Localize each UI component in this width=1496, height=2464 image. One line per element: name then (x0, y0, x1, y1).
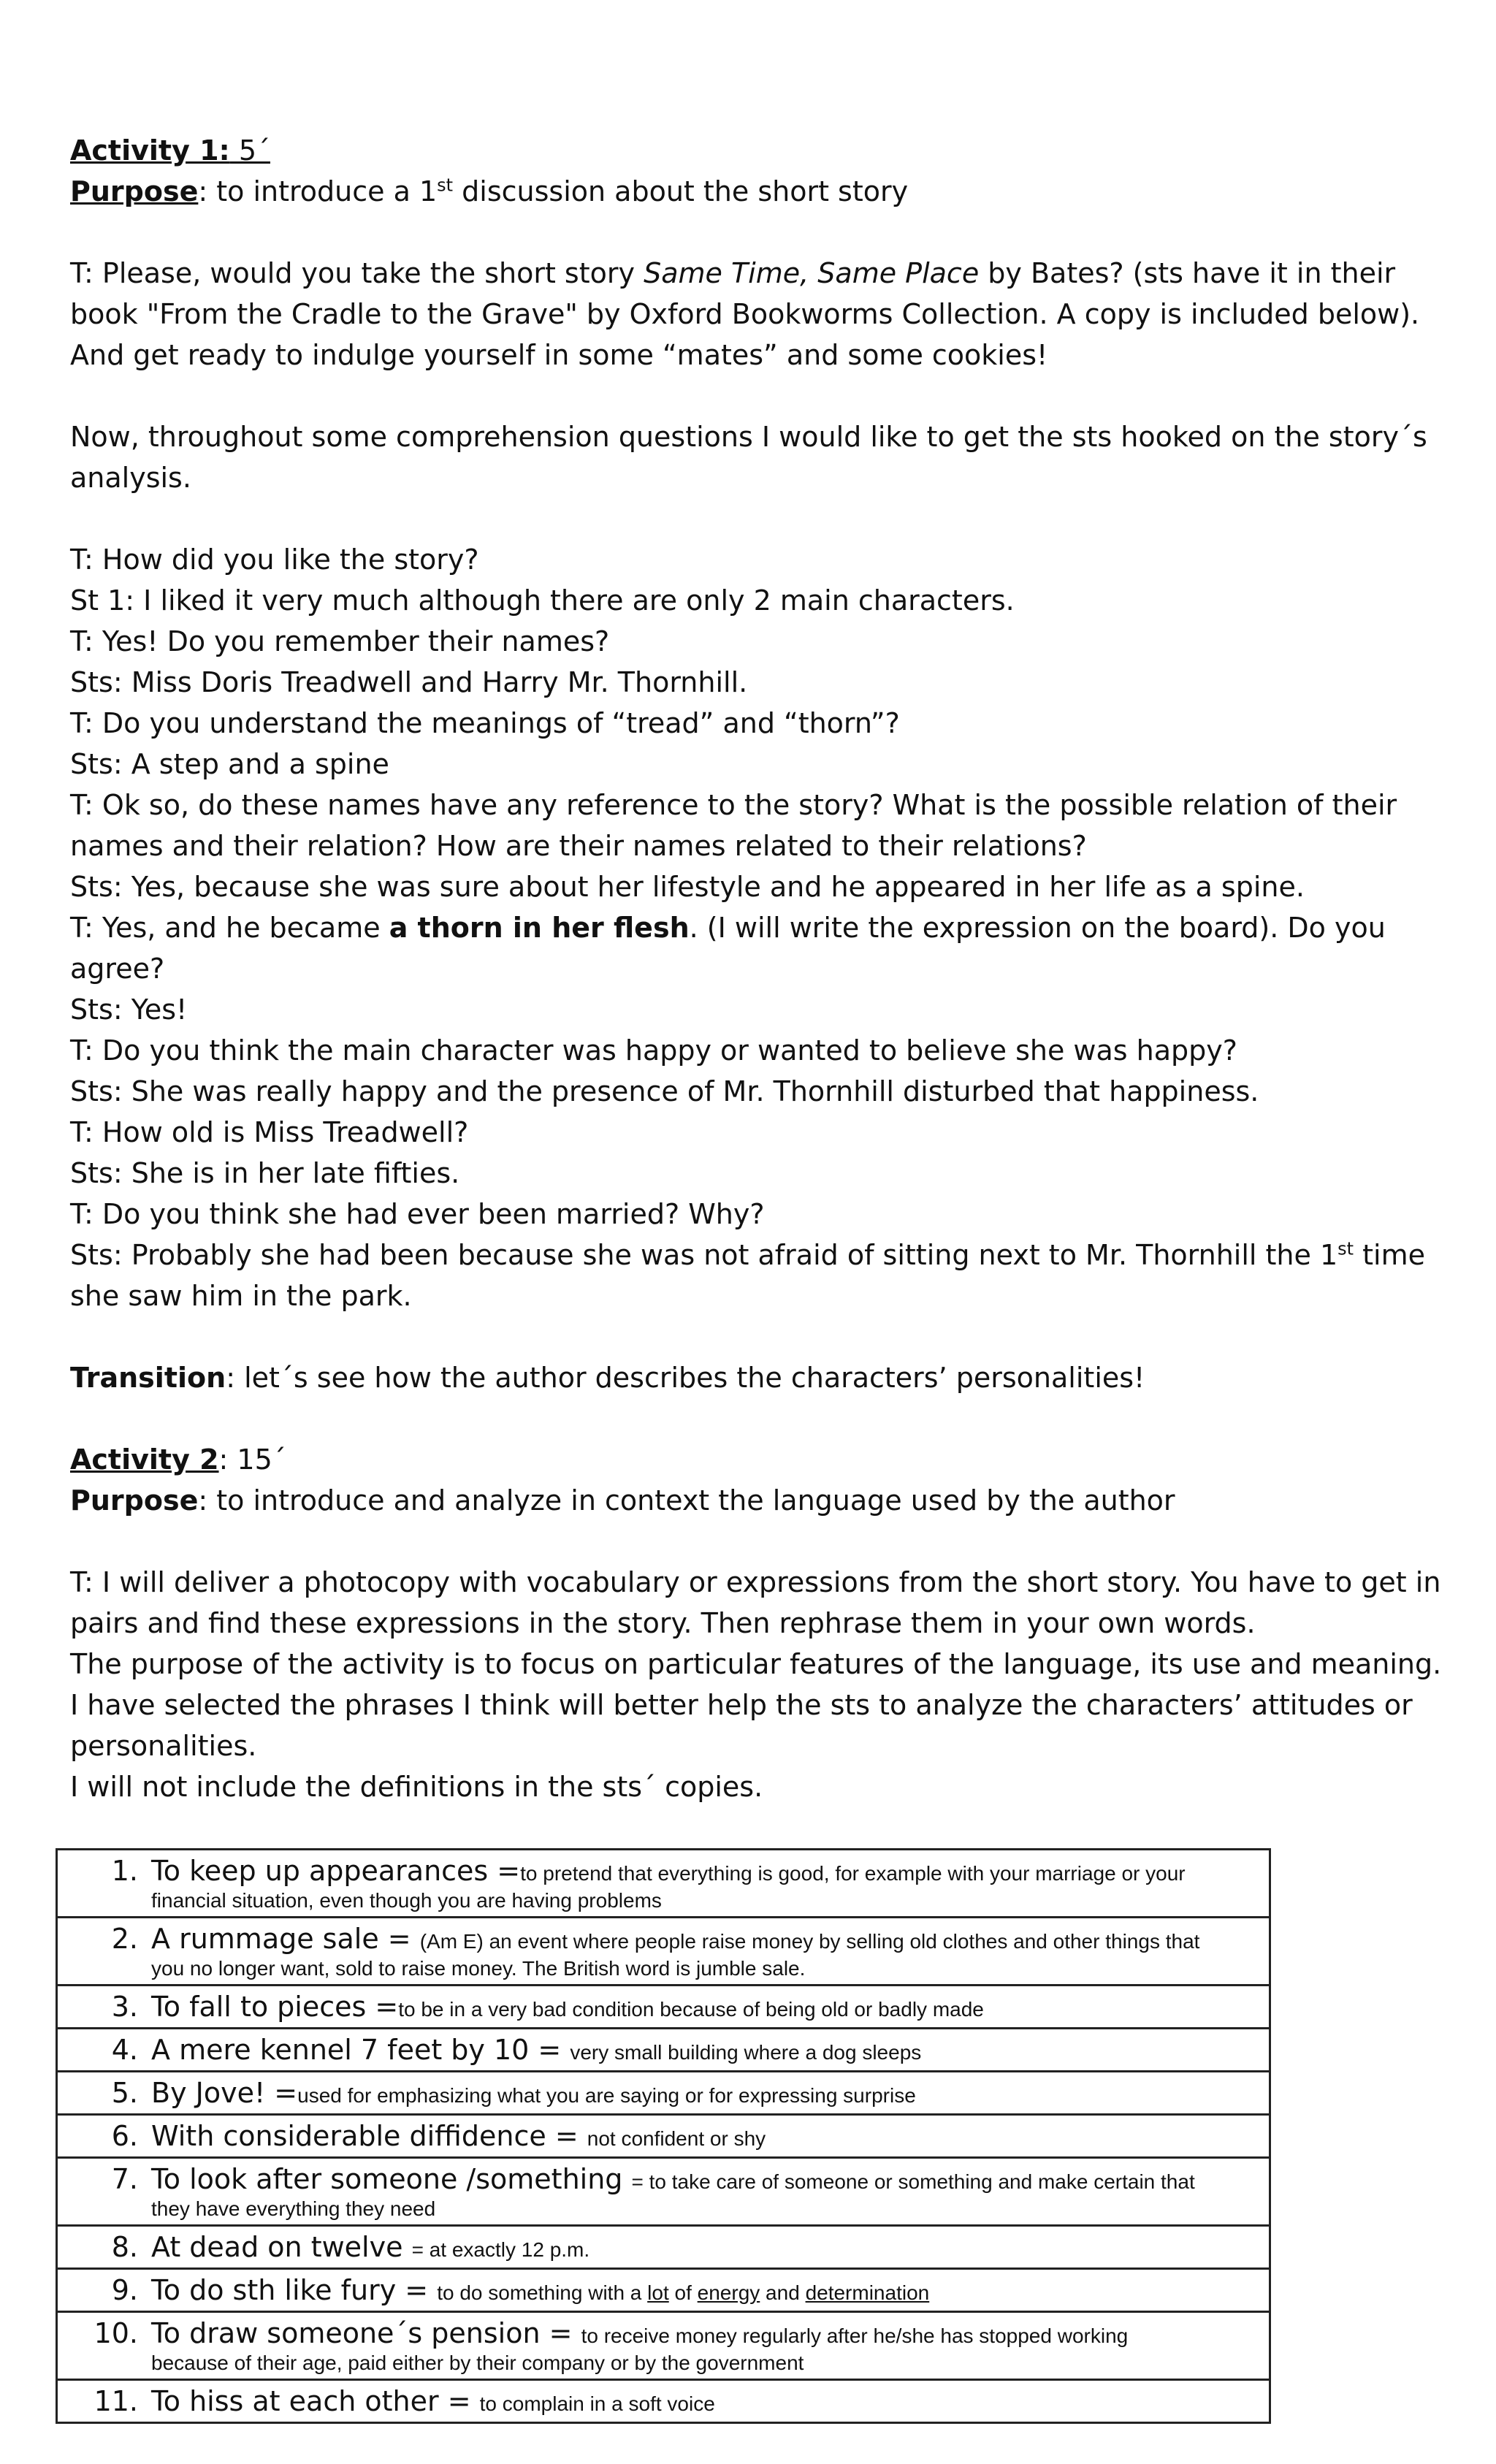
vocab-definition: to be in a very bad condition because of being old or badly made (398, 1998, 984, 2021)
activity2-heading-line: Activity 2: 15´ (70, 1443, 286, 1476)
table-row: 8. At dead on twelve = at exactly 12 p.m. (57, 2226, 1270, 2269)
vocab-term: By Jove! = (151, 2077, 298, 2109)
table-row: 11. To hiss at each other = to complain in a soft voice (57, 2380, 1270, 2423)
vocabulary-table (56, 1848, 1271, 2424)
vocab-definition: (Am E) an event where people raise money by selling old clothes and other things that (419, 1930, 1200, 1953)
dialogue-line: Sts: Miss Doris Treadwell and Harry Mr. Thornhill. (70, 666, 748, 698)
vocab-term: To hiss at each other = (151, 2385, 480, 2417)
intro-paragraph: T: Please, would you take the short story Same Time, Same Place by Bates? (sts have it in their book "From the Cradle to the Grave" by Oxford Bookworms Collection. A copy is included below). And get ready to indulge yourself in some “mates” and some cookies! (70, 257, 1420, 371)
activity2-purpose: Purpose: to introduce and analyze in context the language used by the author (70, 1484, 1175, 1517)
dialogue-line: T: Do you understand the meanings of “tread” and “thorn”? (70, 707, 900, 739)
vocab-term: With considerable diffidence = (151, 2120, 587, 2152)
vocab-definition: used for emphasizing what you are saying or for expressing surprise (297, 2084, 916, 2107)
document-body (70, 130, 1443, 1807)
activity1-heading-line (70, 130, 1443, 171)
dialogue-line: Sts: She is in her late fifties. (70, 1157, 460, 1189)
dialogue-line: Sts: Yes! (70, 993, 188, 1026)
activity1-heading: Activity 1: (70, 134, 230, 167)
vocab-term: At dead on twelve (151, 2231, 412, 2263)
dialogue-line: T: How old is Miss Treadwell? (70, 1116, 469, 1148)
vocab-term: To fall to pieces = (151, 1991, 399, 2023)
vocab-definition: not confident or shy (587, 2127, 766, 2150)
table-row: 9. To do sth like fury = to do something with a lot of energy and determination (57, 2269, 1270, 2312)
dialogue-line: T: Ok so, do these names have any reference to the story? What is the possible relation of their names and their relation? How are their names related to their relations? (70, 789, 1397, 862)
activity1-purpose: Purpose: to introduce a 1st discussion about the short story (70, 175, 909, 207)
vocab-term: A rummage sale = (151, 1923, 420, 1955)
dialogue-line: T: How did you like the story? (70, 543, 479, 576)
table-row: 1. To keep up appearances =to pretend that everything is good, for example with your marriage or your financial situation, even though you are having problems (57, 1850, 1270, 1918)
vocab-definition: = to take care of someone or something and make certain that (631, 2170, 1195, 2193)
vocab-definition: to do something with a lot of energy and determination (437, 2281, 930, 2304)
comprehension-paragraph: Now, throughout some comprehension questions I would like to get the sts hooked on the story´s analysis. (70, 421, 1427, 494)
dialogue-line: St 1: I liked it very much although there are only 2 main characters. (70, 584, 1015, 617)
thorn-expression: a thorn in her flesh (389, 912, 690, 944)
vocab-term: To keep up appearances = (151, 1855, 521, 1887)
table-row: 5. By Jove! =used for emphasizing what you are saying or for expressing surprise (57, 2072, 1270, 2115)
dialogue-line: T: Do you think she had ever been married? Why? (70, 1198, 765, 1230)
vocab-term: To look after someone /something (151, 2163, 632, 2195)
activity2-paragraph: I will not include the definitions in the sts´ copies. (70, 1771, 763, 1803)
transition-line: Transition: let´s see how the author describes the characters’ personalities! (70, 1362, 1145, 1394)
vocab-definition: to pretend that everything is good, for example with your marriage or your (520, 1862, 1186, 1885)
table-row: 10. To draw someone´s pension = to receive money regularly after he/she has stopped working because of their age, paid either by their company or by the government (57, 2312, 1270, 2380)
table-row: 3. To fall to pieces =to be in a very bad condition because of being old or badly made (57, 1986, 1270, 2029)
vocab-definition: to receive money regularly after he/she has stopped working (581, 2324, 1129, 2347)
vocab-term: To do sth like fury = (151, 2274, 438, 2306)
dialogue-line: Sts: Yes, because she was sure about her lifestyle and he appeared in her life as a spine. (70, 871, 1305, 903)
activity2-heading: Activity 2 (70, 1443, 219, 1476)
story-title: Same Time, Same Place (644, 257, 980, 289)
dialogue-line: T: Yes, and he became a thorn in her flesh. (I will write the expression on the board). Do you agree? (70, 912, 1386, 985)
dialogue-line: Sts: Probably she had been because she was not afraid of sitting next to Mr. Thornhill the 1st time she saw him in the park. (70, 1238, 1426, 1312)
dialogue-line: Sts: A step and a spine (70, 748, 389, 780)
vocab-definition: = at exactly 12 p.m. (411, 2238, 590, 2261)
table-row: 2. A rummage sale = (Am E) an event where people raise money by selling old clothes and other things that you no longer want, sold to raise money. The British word is jumble sale. (57, 1918, 1270, 1986)
dialogue-line: T: Do you think the main character was happy or wanted to believe she was happy? (70, 1034, 1237, 1067)
table-row: 7. To look after someone /something = to take care of someone or something and make certain that they have everything they need (57, 2158, 1270, 2226)
activity1-time: 5´ (229, 134, 270, 167)
dialogue-line: Sts: She was really happy and the presence of Mr. Thornhill disturbed that happiness. (70, 1075, 1259, 1107)
activity2-paragraph: T: I will deliver a photocopy with vocabulary or expressions from the short story. You have to get in pairs and find these expressions in the story. Then rephrase them in your own words. (70, 1566, 1441, 1639)
vocab-definition: to complain in a soft voice (479, 2392, 715, 2415)
vocab-definition: very small building where a dog sleeps (570, 2041, 922, 2064)
vocab-term: To draw someone´s pension = (151, 2317, 581, 2349)
vocab-term: A mere kennel 7 feet by 10 = (151, 2034, 570, 2066)
activity2-paragraph: The purpose of the activity is to focus on particular features of the language, its use and meaning. I have selected the phrases I think will better help the sts to analyze the characters’ attitudes or personalities. (70, 1648, 1442, 1762)
table-row: 6. With considerable diffidence = not confident or shy (57, 2115, 1270, 2158)
table-row: 4. A mere kennel 7 feet by 10 = very small building where a dog sleeps (57, 2029, 1270, 2072)
dialogue-line: T: Yes! Do you remember their names? (70, 625, 610, 657)
